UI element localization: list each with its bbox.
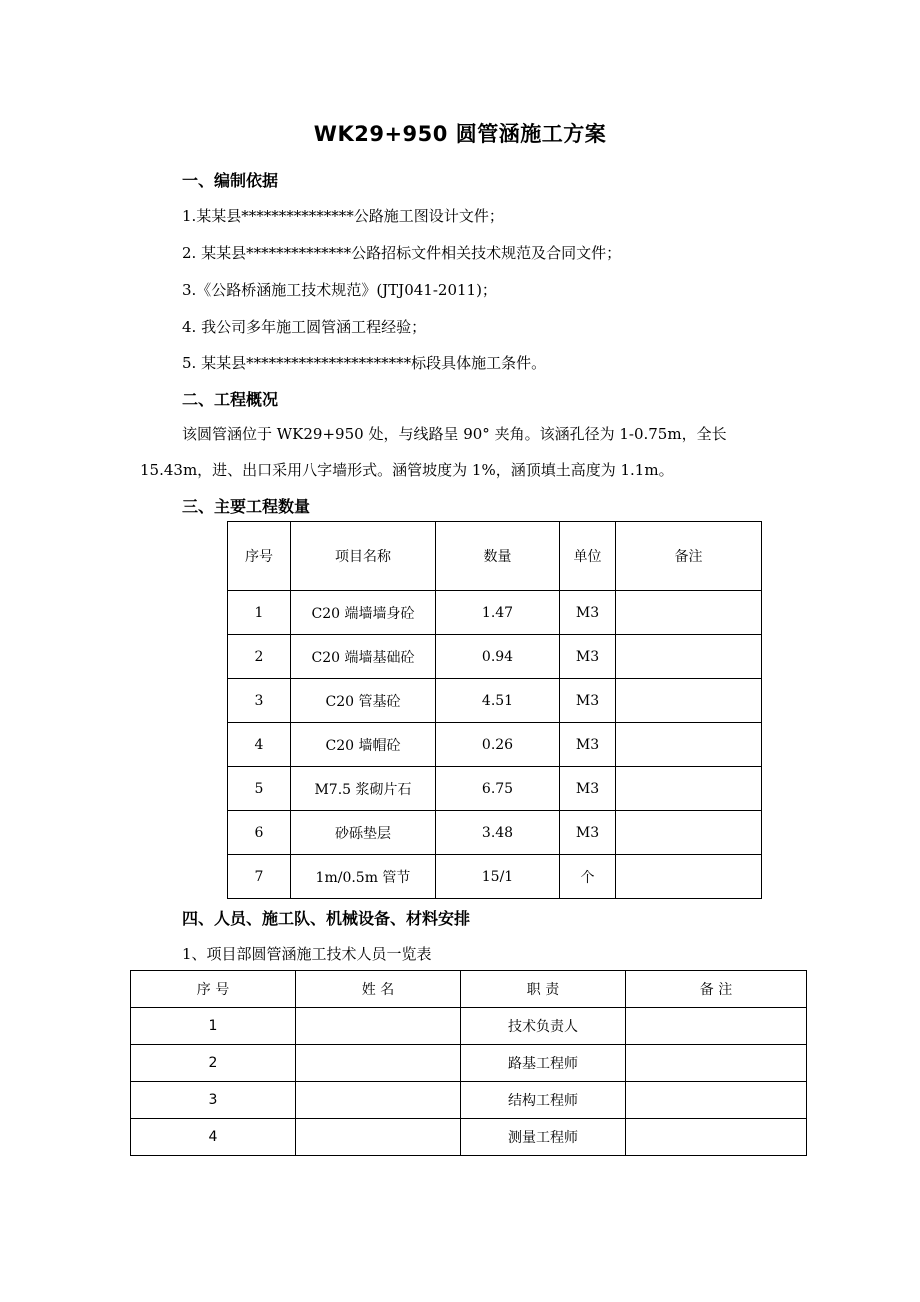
cell-name: C20 端墙墙身砼: [291, 591, 436, 635]
col-header-no: 序 号: [131, 971, 296, 1008]
cell-qty: 1.47: [436, 591, 560, 635]
staff-table-caption: 1、项目部圆管涵施工技术人员一览表: [182, 945, 432, 963]
cell-qty: 0.26: [436, 723, 560, 767]
table-row: [228, 591, 762, 635]
table-row: [131, 1119, 807, 1156]
overview-line-1: 该圆管涵位于 WK29+950 处，与线路呈 90° 夹角。该涵孔径为 1-0.75m，全长: [182, 425, 727, 443]
section-heading-resources: 四、人员、施工队、机械设备、材料安排: [182, 909, 471, 928]
table-row: [228, 635, 762, 679]
cell-qty: 4.51: [436, 679, 560, 723]
cell-note: [616, 767, 762, 811]
cell-qty: 6.75: [436, 767, 560, 811]
cell-note: [616, 723, 762, 767]
cell-unit: M3: [560, 591, 616, 635]
col-header-qty: 数量: [436, 522, 560, 591]
table-header-row: [228, 522, 762, 591]
cell-no: 4: [228, 723, 291, 767]
cell-duty: 测量工程师: [461, 1119, 626, 1156]
cell-no: 7: [228, 855, 291, 899]
cell-unit: M3: [560, 635, 616, 679]
table-row: [228, 811, 762, 855]
cell-name: 砂砾垫层: [291, 811, 436, 855]
cell-note: [626, 1045, 807, 1082]
basis-item-1: 1.某某县***************公路施工图设计文件；: [182, 207, 504, 225]
cell-name: M7.5 浆砌片石: [291, 767, 436, 811]
table-row: [228, 855, 762, 899]
quantities-table: [227, 521, 762, 899]
cell-no: 5: [228, 767, 291, 811]
cell-no: 1: [131, 1008, 296, 1045]
col-header-note: 备 注: [626, 971, 807, 1008]
cell-duty: 技术负责人: [461, 1008, 626, 1045]
basis-item-3: 3.《公路桥涵施工技术规范》(JTJ041-2011)；: [182, 281, 497, 299]
cell-duty: 结构工程师: [461, 1082, 626, 1119]
cell-name: C20 管基砼: [291, 679, 436, 723]
table-row: [131, 1008, 807, 1045]
basis-item-2: 2. 某某县**************公路招标文件相关技术规范及合同文件；: [182, 244, 622, 262]
overview-line-2: 15.43m，进、出口采用八字墙形式。涵管坡度为 1%，涵顶填土高度为 1.1m。: [140, 461, 674, 479]
cell-name: [296, 1119, 461, 1156]
page-title: WK29+950 圆管涵施工方案: [313, 122, 607, 146]
cell-unit: M3: [560, 679, 616, 723]
cell-no: 2: [131, 1045, 296, 1082]
cell-note: [626, 1119, 807, 1156]
col-header-name: 项目名称: [291, 522, 436, 591]
section-heading-quantities: 三、主要工程数量: [182, 497, 311, 516]
cell-note: [616, 811, 762, 855]
cell-no: 2: [228, 635, 291, 679]
cell-name: [296, 1082, 461, 1119]
cell-qty: 15/1: [436, 855, 560, 899]
cell-unit: 个: [560, 855, 616, 899]
cell-name: C20 端墙基础砼: [291, 635, 436, 679]
table-header-row: [131, 971, 807, 1008]
cell-duty: 路基工程师: [461, 1045, 626, 1082]
cell-no: 1: [228, 591, 291, 635]
cell-name: C20 墙帽砼: [291, 723, 436, 767]
col-header-unit: 单位: [560, 522, 616, 591]
cell-no: 4: [131, 1119, 296, 1156]
cell-no: 6: [228, 811, 291, 855]
table-row: [228, 767, 762, 811]
section-heading-overview: 二、工程概况: [182, 390, 279, 409]
cell-qty: 0.94: [436, 635, 560, 679]
staff-table: [130, 970, 807, 1156]
table-row: [131, 1045, 807, 1082]
table-row: [228, 679, 762, 723]
cell-note: [616, 591, 762, 635]
cell-note: [626, 1008, 807, 1045]
cell-name: 1m/0.5m 管节: [291, 855, 436, 899]
cell-note: [626, 1082, 807, 1119]
basis-item-4: 4. 我公司多年施工圆管涵工程经验；: [182, 318, 427, 336]
cell-no: 3: [131, 1082, 296, 1119]
cell-qty: 3.48: [436, 811, 560, 855]
col-header-duty: 职 责: [461, 971, 626, 1008]
section-heading-basis: 一、编制依据: [182, 171, 279, 190]
col-header-note: 备注: [616, 522, 762, 591]
cell-name: [296, 1045, 461, 1082]
cell-note: [616, 855, 762, 899]
cell-no: 3: [228, 679, 291, 723]
cell-name: [296, 1008, 461, 1045]
col-header-no: 序号: [228, 522, 291, 591]
cell-unit: M3: [560, 811, 616, 855]
cell-unit: M3: [560, 767, 616, 811]
basis-item-5: 5. 某某县**********************标段具体施工条件。: [182, 354, 547, 372]
table-row: [228, 723, 762, 767]
table-row: [131, 1082, 807, 1119]
cell-note: [616, 635, 762, 679]
cell-unit: M3: [560, 723, 616, 767]
cell-note: [616, 679, 762, 723]
col-header-name: 姓 名: [296, 971, 461, 1008]
